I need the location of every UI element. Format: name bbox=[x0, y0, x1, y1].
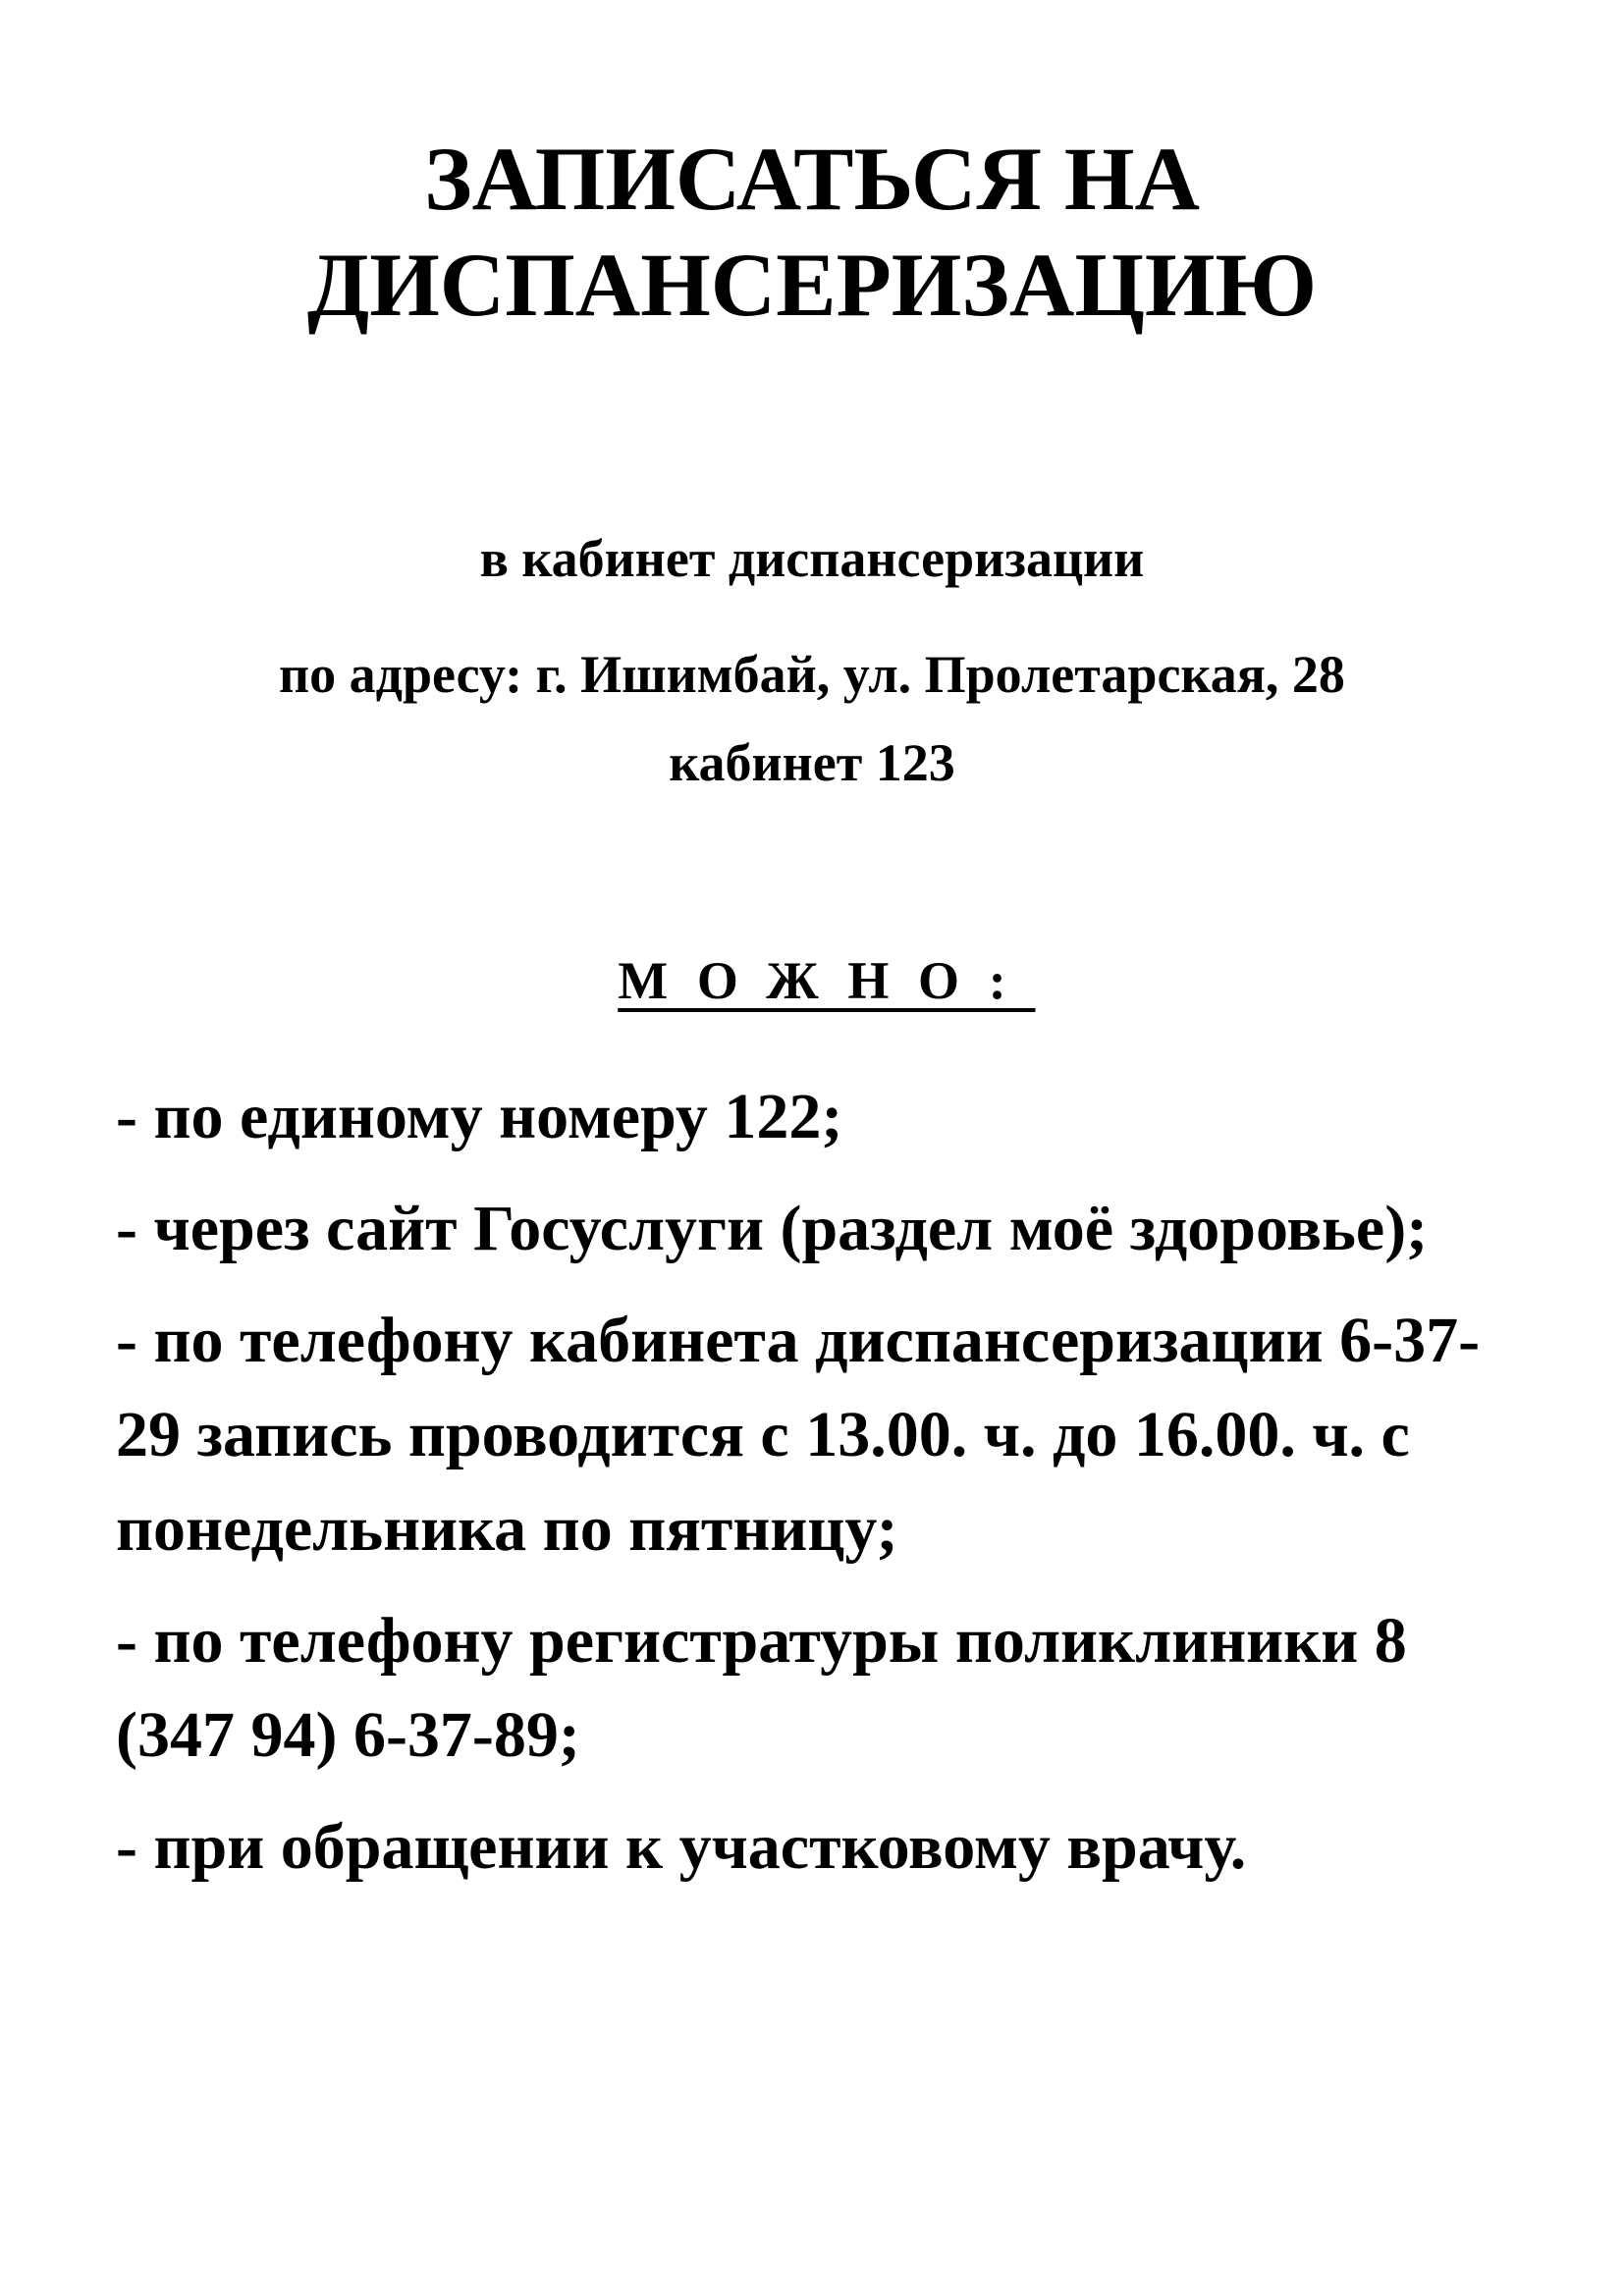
list-item: - при обращении к участковому врачу. bbox=[116, 1811, 1247, 1883]
notice-title bbox=[0, 126, 1624, 338]
list-item: - по телефону регистратуры поликлиники 8 (347 94) 6-37-89; bbox=[116, 1605, 1407, 1771]
list-item: - по телефону кабинета диспансеризации 6-37-29 запись проводится с 13.00. ч. до 16.00. ч. с понедельника по пятницу; bbox=[116, 1305, 1481, 1565]
list-item: - через сайт Госуслуги (раздел моё здоровье); bbox=[116, 1193, 1429, 1264]
methods-heading bbox=[0, 950, 1624, 1011]
title-line-1: ЗАПИСАТЬСЯ НА bbox=[424, 129, 1200, 229]
list-item: - по единому номеру 122; bbox=[116, 1081, 843, 1152]
subtitle-room: кабинет 123 bbox=[669, 733, 955, 792]
methods-heading-text: МОЖНО: bbox=[618, 951, 1036, 1010]
title-line-2: ДИСПАНСЕРИЗАЦИЮ bbox=[306, 235, 1318, 335]
subtitle-address: по адресу: г. Ишимбай, ул. Пролетарская, 28 bbox=[279, 645, 1345, 704]
methods-list bbox=[116, 1070, 1530, 1912]
subtitle-office: в кабинет диспансеризации bbox=[479, 529, 1145, 588]
